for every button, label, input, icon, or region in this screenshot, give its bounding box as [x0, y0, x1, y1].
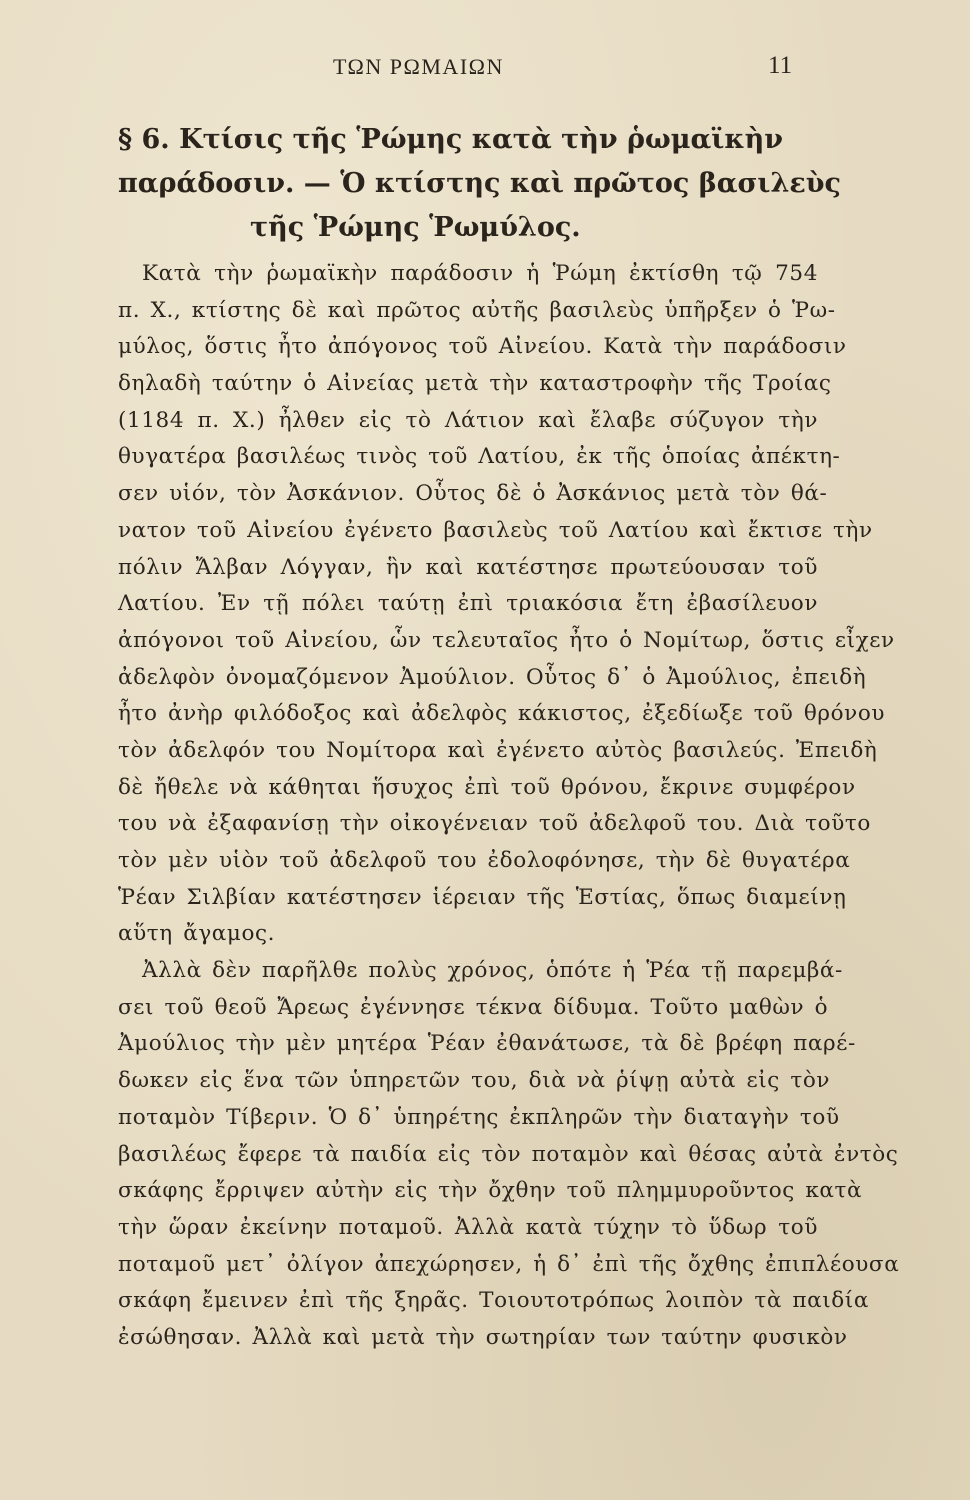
heading-line: τῆς Ῥώμης Ῥωμύλος.	[250, 212, 581, 243]
page-header	[0, 50, 970, 86]
text-line: δηλαδὴ ταύτην ὁ Αἰνείας μετὰ τὴν καταστροφὴν τῆς Τροίας	[118, 371, 832, 397]
text-line: ἀδελφὸν ὀνομαζόμενον Ἀμούλιον. Οὗτος δ᾽ ὁ Ἀμούλιος, ἐπειδὴ	[118, 664, 867, 690]
text-line: ἐσώθησαν. Ἀλλὰ καὶ μετὰ τὴν σωτηρίαν των ταύτην φυσικὸν	[118, 1324, 848, 1350]
text-line: σκάφη ἔμεινεν ἐπὶ τῆς ξηρᾶς. Τοιουτοτρόπως λοιπὸν τὰ παιδία	[118, 1288, 869, 1314]
text-line: τὸν ἀδελφόν του Νομίτορα καὶ ἐγένετο αὐτὸς βασιλεύς. Ἐπειδὴ	[118, 737, 878, 763]
heading-line: § 6. Κτίσις τῆς Ῥώμης κατὰ τὴν ῥωμαϊκὴν	[118, 124, 783, 155]
text-line: ἀπόγονοι τοῦ Αἰνείου, ὧν τελευταῖος ἦτο ὁ Νομίτωρ, ὅστις εἶχεν	[118, 627, 895, 653]
text-line: Λατίου. Ἐν τῇ πόλει ταύτῃ ἐπὶ τριακόσια ἔτη ἐβασίλευον	[118, 591, 818, 617]
text-line: Ῥέαν Σιλβίαν κατέστησεν ἱέρειαν τῆς Ἑστίας, ὅπως διαμείνῃ	[118, 884, 847, 910]
running-head: ΤΩΝ ΡΩΜΑΙΩΝ	[333, 54, 504, 79]
text-line: τὴν ὥραν ἐκείνην ποταμοῦ. Ἀλλὰ κατὰ τύχην τὸ ὕδωρ τοῦ	[118, 1214, 818, 1240]
text-line: Ἀμούλιος τὴν μὲν μητέρα Ῥέαν ἐθανάτωσε, τὰ δὲ βρέφη παρέ-	[118, 1031, 856, 1057]
text-line: Κατὰ τὴν ῥωμαϊκὴν παράδοσιν ἡ Ῥώμη ἐκτίσθη τῷ 754	[142, 261, 818, 286]
text-line: θυγατέρα βασιλέως τινὸς τοῦ Λατίου, ἐκ τῆς ὁποίας ἀπέκτη-	[118, 444, 841, 470]
text-line: δωκεν εἰς ἕνα τῶν ὑπηρετῶν του, διὰ νὰ ῥίψῃ αὐτὰ εἰς τὸν	[118, 1068, 831, 1094]
text-line: αὕτη ἄγαμος.	[118, 921, 276, 947]
section-heading	[118, 118, 841, 250]
text-line: του νὰ ἐξαφανίσῃ τὴν οἰκογένειαν τοῦ ἀδελφοῦ του. Διὰ τοῦτο	[118, 811, 871, 837]
heading-line: παράδοσιν. — Ὁ κτίστης καὶ πρῶτος βασιλεὺς	[118, 168, 841, 199]
text-line: (1184 π. Χ.) ἦλθεν εἰς τὸ Λάτιον καὶ ἔλαβε σύζυγον τὴν	[118, 407, 818, 433]
text-line: Ἀλλὰ δὲν παρῆλθε πολὺς χρόνος, ὁπότε ἡ Ῥέα τῇ παρεμβά-	[142, 958, 843, 984]
text-line: βασιλέως ἔφερε τὰ παιδία εἰς τὸν ποταμὸν καὶ θέσας αὐτὰ ἐντὸς	[118, 1141, 899, 1167]
text-line: πόλιν Ἄλβαν Λόγγαν, ἣν καὶ κατέστησε πρωτεύουσαν τοῦ	[118, 554, 818, 580]
text-line: σκάφης ἔρριψεν αὐτὴν εἰς τὴν ὄχθην τοῦ πλημμυροῦντος κατὰ	[118, 1178, 863, 1204]
text-line: δὲ ἤθελε νὰ κάθηται ἥσυχος ἐπὶ τοῦ θρόνου, ἔκρινε συμφέρον	[118, 774, 856, 800]
page-number: 11	[768, 52, 793, 79]
text-line: ποταμὸν Τίβεριν. Ὁ δ᾽ ὑπηρέτης ἐκπληρῶν τὴν διαταγὴν τοῦ	[118, 1104, 840, 1130]
text-line: σει τοῦ θεοῦ Ἄρεως ἐγέννησε τέκνα δίδυμα. Τοῦτο μαθὼν ὁ	[118, 994, 829, 1020]
text-line: ἦτο ἀνὴρ φιλόδοξος καὶ ἀδελφὸς κάκιστος, ἐξεδίωξε τοῦ θρόνου	[118, 701, 886, 727]
body-text	[118, 256, 900, 1357]
text-line: μύλος, ὅστις ἦτο ἀπόγονος τοῦ Αἰνείου. Κατὰ τὴν παράδοσιν	[118, 334, 847, 360]
text-line: π. Χ., κτίστης δὲ καὶ πρῶτος αὐτῆς βασιλεὺς ὑπῆρξεν ὁ Ῥω-	[118, 297, 836, 323]
text-line: σεν υἱόν, τὸν Ἀσκάνιον. Οὗτος δὲ ὁ Ἀσκάνιος μετὰ τὸν θά-	[118, 481, 828, 507]
text-line: τὸν μὲν υἱὸν τοῦ ἀδελφοῦ του ἐδολοφόνησε, τὴν δὲ θυγατέρα	[118, 848, 851, 873]
text-line: νατον τοῦ Αἰνείου ἐγένετο βασιλεὺς τοῦ Λατίου καὶ ἔκτισε τὴν	[118, 517, 873, 543]
text-line: ποταμοῦ μετ᾽ ὀλίγον ἀπεχώρησεν, ἡ δ᾽ ἐπὶ τῆς ὄχθης ἐπιπλέουσα	[118, 1251, 900, 1277]
